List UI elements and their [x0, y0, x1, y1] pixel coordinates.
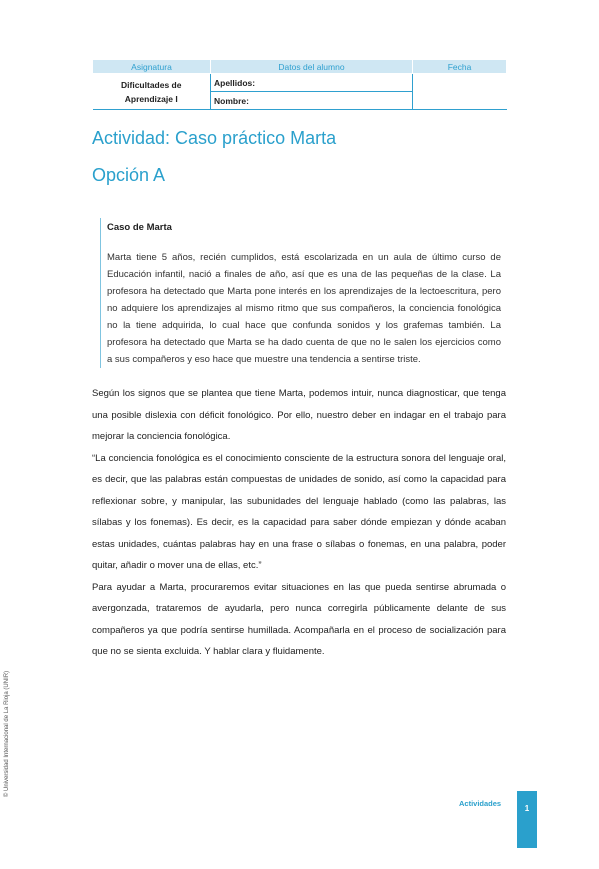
- page-number: 1: [524, 804, 530, 813]
- subject-line-2: Aprendizaje I: [124, 93, 178, 104]
- paragraph-1: Según los signos que se plantea que tiene Marta, podemos intuir, nunca diagnosticar, que tenga una posible dislexia con déficit fonológico. Por ello, nuestro deber en indagar en el trabajo para mejorar la conciencia fonológica.: [92, 388, 506, 442]
- paragraph-2: “La conciencia fonológica es el conocimiento consciente de la estructura sonora del lenguaje oral, es decir, que las palabras están compuestas de unidades de sonido, así como la capacidad para reflexionar sobre, y manipular, las subunidades del lenguaje hablado (como las palabras, las sílabas y los fonemas). Es decir, es la capacidad para saber dónde empiezan y dónde acaban estas unidades, cuántas palabras hay en una frase o sílabas o fonemas, en una palabra, poder quitar, añadir o mover una de ellas, etc.”: [92, 452, 506, 571]
- header-date-label: Fecha: [413, 60, 507, 74]
- header-subject-label: Asignatura: [93, 60, 211, 74]
- subject-cell: [93, 74, 211, 110]
- page-title: Actividad: Caso práctico Marta: [92, 128, 337, 148]
- date-field[interactable]: [413, 74, 507, 110]
- subject-line-1: Dificultades de: [121, 79, 182, 90]
- footer-label: Actividades: [459, 799, 502, 808]
- name-field[interactable]: Nombre:: [211, 92, 413, 110]
- copyright-note: © Universidad Internacional de La Rioja (UNIR): [4, 670, 10, 798]
- header-table: [92, 59, 507, 110]
- header-student-label: Datos del alumno: [211, 60, 413, 74]
- body-text: [92, 383, 506, 663]
- page-subtitle: Opción A: [92, 165, 166, 185]
- page-number-tab: [517, 791, 537, 848]
- surname-field[interactable]: Apellidos:: [211, 74, 413, 92]
- paragraph-3: Para ayudar a Marta, procuraremos evitar situaciones en las que pueda sentirse abrumada o avergonzada, trataremos de ayudarla, pero nunca corregirla públicamente delante de sus compañeros ya que podría sentirse humillada. Acompañarla en el proceso de socialización para que no se sienta excluida. Y hablar clara y fluidamente.: [92, 581, 506, 657]
- case-text: Marta tiene 5 años, recién cumplidos, está escolarizada en un aula de último curso de Educación infantil, nació a finales de año, así que es una de las pequeñas de la clase. La profesora ha detectado que Marta pone interés en los aprendizajes de la lectoescritura, pero no adquiere los aprendizajes al mismo ritmo que sus compañeros, la conciencia fonológica no la tiene adquirida, lo cual hace que confunda sonidos y los grafemas también. La profesora ha detectado que Marta se ha dado cuenta de que no le salen los ejercicios como a sus compañeros y eso hace que muestre una tendencia a sentirse triste.: [107, 252, 501, 365]
- case-heading: Caso de Marta: [107, 222, 172, 233]
- case-box: [100, 218, 501, 368]
